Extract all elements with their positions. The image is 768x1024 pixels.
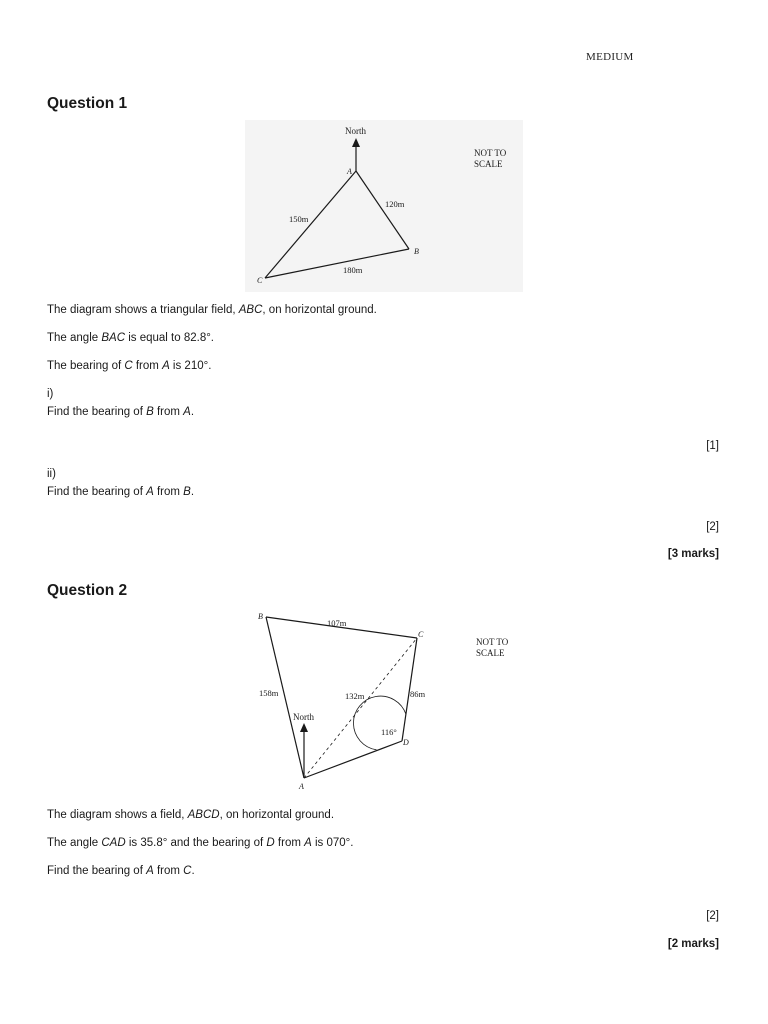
- q1-part-i-label: i): [47, 388, 54, 400]
- q2-marks: [2]: [706, 910, 719, 922]
- question-1-title: Question 1: [47, 95, 128, 112]
- math-var: BAC: [101, 332, 126, 344]
- q1-label-150m: 150m: [289, 214, 309, 224]
- math-var: A: [146, 486, 154, 498]
- text: is 210°.: [169, 360, 212, 372]
- text: from: [153, 406, 184, 418]
- q2-side-ad: [304, 741, 402, 778]
- q1-vertex-c: C: [257, 276, 263, 285]
- q2-total-marks: [2 marks]: [667, 938, 719, 950]
- text: is 35.8° and the bearing of: [125, 837, 267, 849]
- q2-label-107m: 107m: [327, 618, 347, 628]
- q1-part-ii-label: ii): [47, 468, 56, 480]
- math-var: B: [146, 406, 154, 418]
- text: , on horizontal ground.: [219, 809, 335, 821]
- q1-not-to-scale-line2: SCALE: [474, 159, 503, 169]
- q1-total-marks: [3 marks]: [667, 548, 719, 560]
- text: from: [274, 837, 305, 849]
- q2-statement-field: [47, 809, 334, 821]
- q2-question: [47, 865, 195, 877]
- q1-label-180m: 180m: [343, 265, 363, 275]
- text: Find the bearing of: [47, 865, 147, 877]
- q2-vertex-c: C: [418, 630, 424, 639]
- q2-north-arrowhead-icon: [300, 723, 308, 732]
- text: The diagram shows a field,: [47, 809, 188, 821]
- q1-vertex-a: A: [347, 167, 352, 176]
- math-var: C: [124, 360, 133, 372]
- q2-label-86m: 86m: [410, 689, 426, 699]
- text: is equal to 82.8°.: [125, 332, 215, 344]
- text: The angle: [47, 837, 102, 849]
- q1-label-120m: 120m: [385, 199, 405, 209]
- difficulty-label: MEDIUM: [586, 51, 634, 63]
- text: is 070°.: [311, 837, 354, 849]
- q2-angle-arc-d: [353, 696, 406, 750]
- q1-north-label: North: [345, 126, 366, 136]
- text: The angle: [47, 332, 102, 344]
- text: , on horizontal ground.: [262, 304, 377, 316]
- math-var: B: [183, 486, 191, 498]
- math-var: A: [146, 865, 154, 877]
- question-2-title: Question 2: [47, 582, 128, 599]
- math-var: A: [162, 360, 170, 372]
- text: Find the bearing of: [47, 486, 147, 498]
- q2-statement-angle-bearing: [47, 837, 353, 849]
- text: .: [190, 486, 195, 498]
- q2-not-to-scale-line1: NOT TO: [476, 637, 509, 647]
- q1-part-i-marks: [1]: [706, 440, 719, 452]
- math-var: CAD: [101, 837, 126, 849]
- math-var: ABC: [238, 304, 263, 316]
- text: .: [191, 865, 195, 877]
- math-var: A: [304, 837, 312, 849]
- q2-label-132m: 132m: [345, 691, 365, 701]
- q1-vertex-b: B: [414, 247, 419, 256]
- math-var: D: [266, 837, 275, 849]
- math-var: A: [183, 406, 191, 418]
- q2-label-angle-116: 116°: [381, 727, 397, 737]
- q1-not-to-scale-line1: NOT TO: [474, 148, 507, 158]
- q2-north-label: North: [293, 712, 314, 722]
- q2-not-to-scale-line2: SCALE: [476, 648, 505, 658]
- q2-vertex-d: D: [403, 738, 409, 747]
- q2-vertex-a: A: [299, 782, 304, 791]
- math-var: C: [183, 865, 192, 877]
- text: .: [190, 406, 195, 418]
- text: from: [153, 486, 184, 498]
- text: Find the bearing of: [47, 406, 147, 418]
- text: The bearing of: [47, 360, 125, 372]
- q2-label-158m: 158m: [259, 688, 279, 698]
- text: The diagram shows a triangular field,: [47, 304, 239, 316]
- math-var: ABCD: [187, 809, 220, 821]
- q2-vertex-b: B: [258, 612, 263, 621]
- q1-part-ii-marks: [2]: [706, 521, 719, 533]
- text: from: [132, 360, 163, 372]
- text: from: [153, 865, 184, 877]
